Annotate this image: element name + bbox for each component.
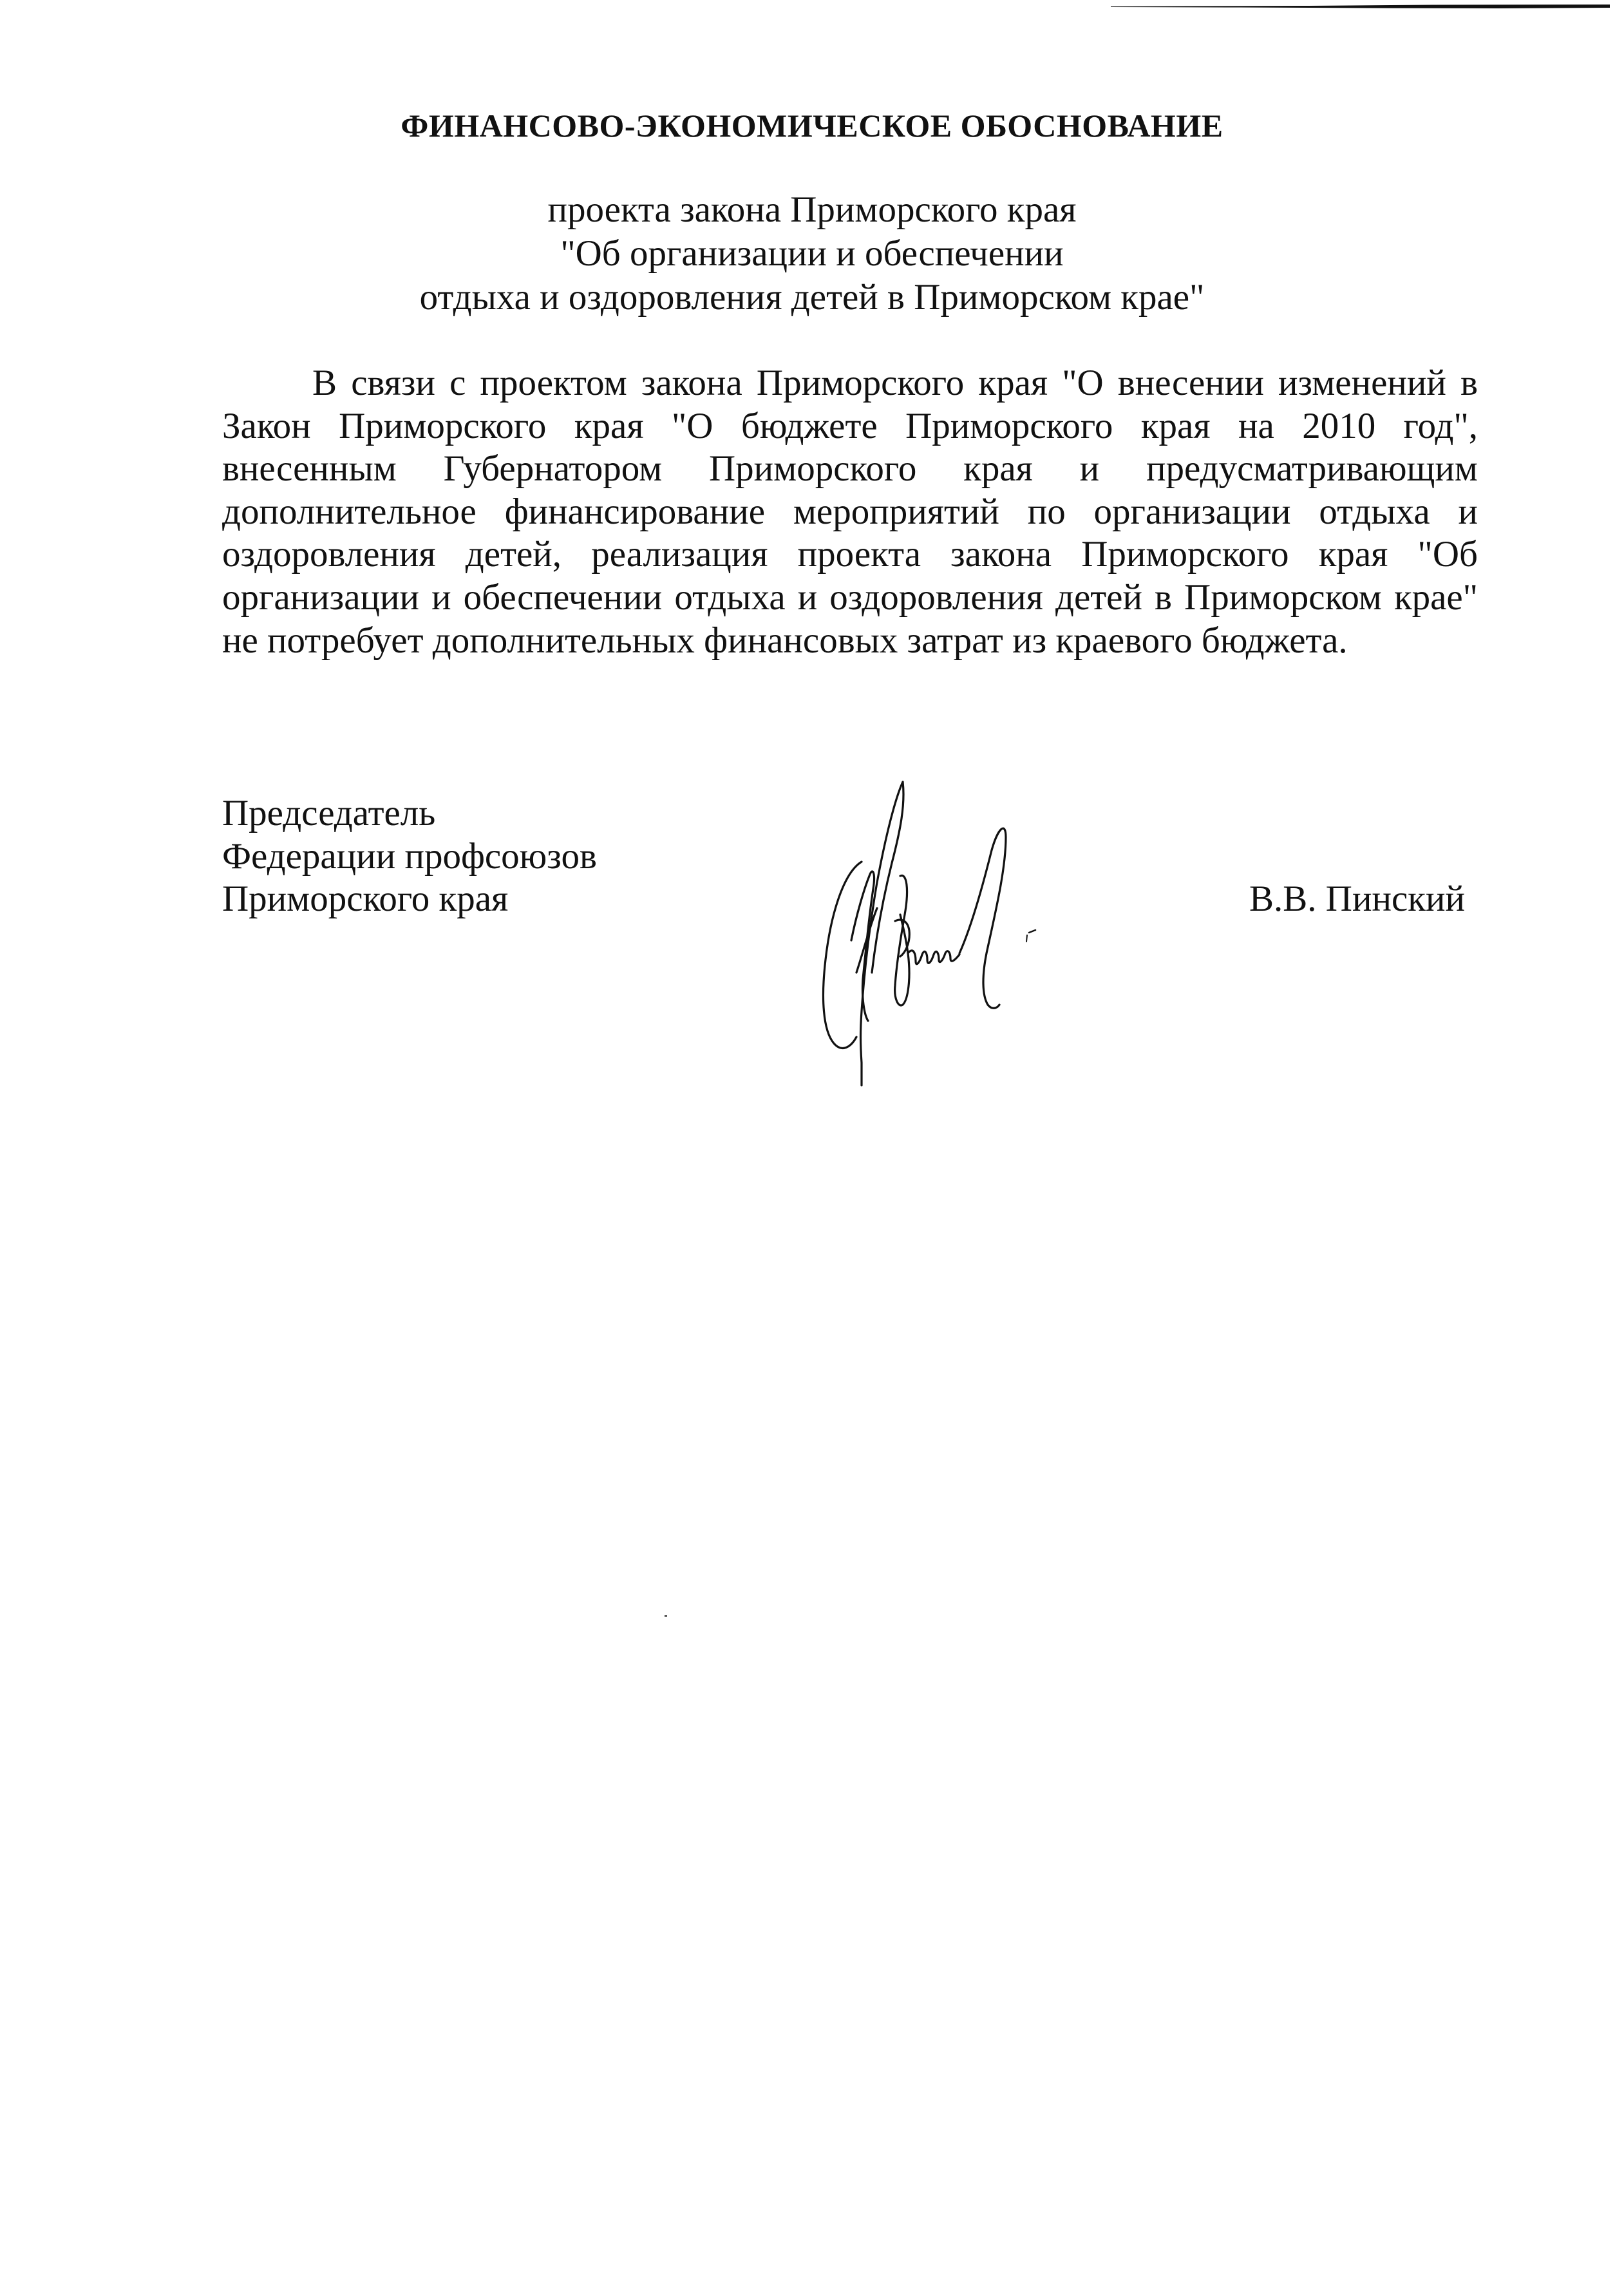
signatory-position-line: Приморского края [222, 879, 509, 920]
signatory-position [222, 792, 597, 921]
body-paragraph: В связи с проектом закона Приморского края "О внесении изменений в Закон Приморского края "О бюджете Приморского края на 2010 год", внесенным Губернатором Приморского края и предусматривающим дополнительное финансирование мероприятий по организации отдыха и оздоровления детей, реализация проекта закона Приморского края "Об организации и обеспечении отдыха и оздоровления детей в Приморском крае" не потребует дополнительных финансовых затрат из краевого бюджета. [222, 363, 1478, 661]
signatory-name: В.В. Пинский [1249, 879, 1465, 919]
signatory-position-line: Федерации профсоюзов [222, 835, 597, 877]
subtitle-line: "Об организации и обеспечении [560, 233, 1064, 274]
scan-speck [665, 1615, 667, 1617]
subtitle-line: проекта закона Приморского края [547, 189, 1077, 230]
scan-edge-line [1111, 3, 1610, 9]
signatory-position-line: Председатель [222, 793, 436, 833]
subtitle-line: отдыха и оздоровления детей в Приморском крае" [419, 277, 1205, 318]
document-subtitle [0, 188, 1624, 319]
handwritten-signature-icon [805, 760, 1062, 1121]
document-title: ФИНАНСОВО-ЭКОНОМИЧЕСКОЕ ОБОСНОВАНИЕ [401, 108, 1223, 144]
